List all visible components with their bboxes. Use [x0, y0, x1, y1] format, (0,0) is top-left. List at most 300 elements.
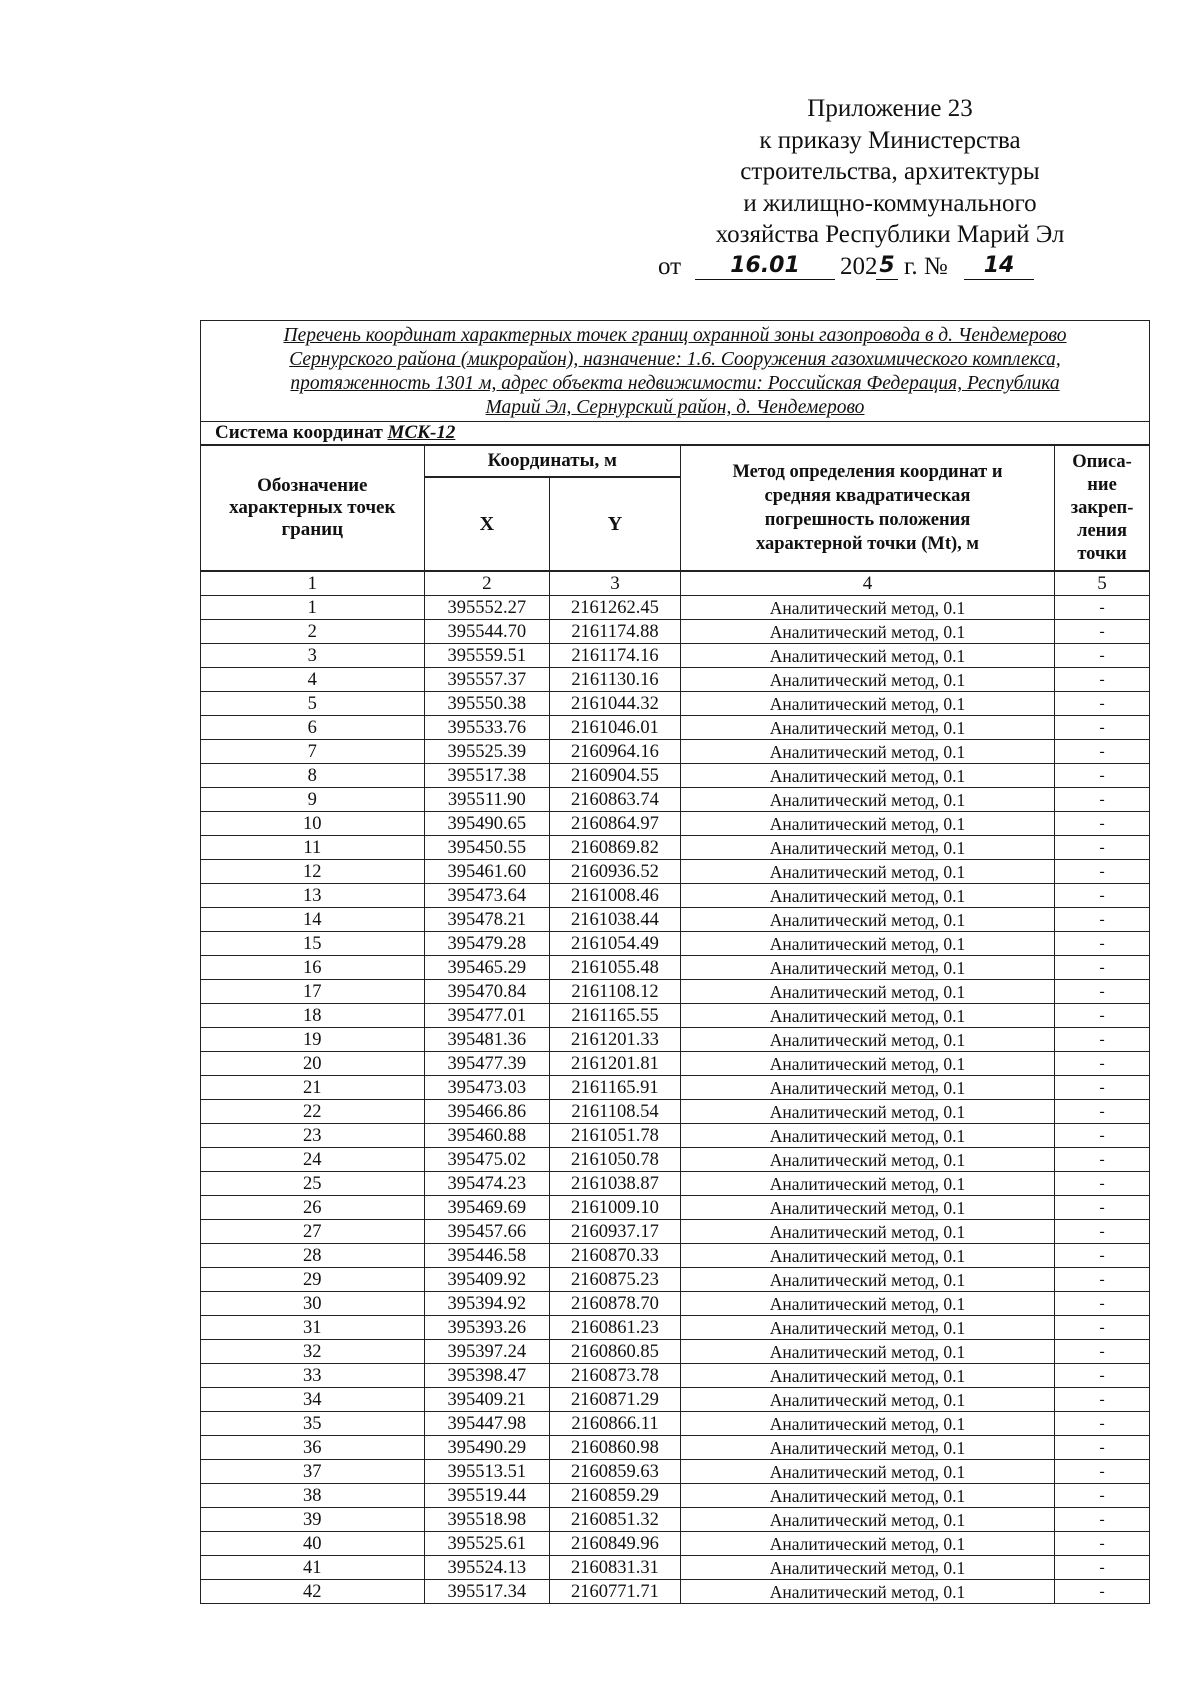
table-row — [201, 644, 1150, 668]
ministry-line-3: хозяйства Республики Марий Эл — [715, 221, 1065, 248]
description-cell: - — [1055, 1388, 1150, 1412]
x-coordinate-cell: 395478.21 — [424, 908, 549, 932]
x-coordinate-cell: 395469.69 — [424, 1196, 549, 1220]
description-cell: - — [1055, 1580, 1150, 1604]
description-cell: - — [1055, 1220, 1150, 1244]
x-coordinate-cell: 395477.39 — [424, 1052, 549, 1076]
ministry-line-2: и жилищно-коммунального — [743, 189, 1037, 217]
x-coordinate-cell: 395457.66 — [424, 1220, 549, 1244]
point-number-cell: 26 — [201, 1196, 425, 1220]
column-numbers-row — [201, 571, 1150, 596]
table-row — [201, 932, 1150, 956]
x-coordinate-cell: 395517.38 — [424, 764, 549, 788]
y-coordinate-cell: 2161038.44 — [550, 908, 681, 932]
method-header — [680, 445, 1054, 571]
x-coordinate-cell: 395409.21 — [424, 1388, 549, 1412]
table-row — [201, 1364, 1150, 1388]
x-coordinate-cell: 395394.92 — [424, 1292, 549, 1316]
method-cell: Аналитический метод, 0.1 — [680, 692, 1054, 716]
description-cell: - — [1055, 1556, 1150, 1580]
column-number: 2 — [424, 571, 549, 596]
description-cell: - — [1055, 1292, 1150, 1316]
table-row — [201, 908, 1150, 932]
header-text: ние — [1087, 474, 1117, 495]
column-number: 4 — [680, 571, 1054, 596]
method-cell: Аналитический метод, 0.1 — [680, 1460, 1054, 1484]
method-cell: Аналитический метод, 0.1 — [680, 1052, 1054, 1076]
point-number-cell: 5 — [201, 692, 425, 716]
y-coordinate-cell: 2161174.88 — [550, 620, 681, 644]
point-number-cell: 18 — [201, 1004, 425, 1028]
y-coordinate-cell: 2161046.01 — [550, 716, 681, 740]
point-number-cell: 41 — [201, 1556, 425, 1580]
y-coordinate-cell: 2161055.48 — [550, 956, 681, 980]
point-number-cell: 35 — [201, 1412, 425, 1436]
y-coordinate-cell: 2160873.78 — [550, 1364, 681, 1388]
y-coordinate-cell: 2161008.46 — [550, 884, 681, 908]
x-coordinate-cell: 395477.01 — [424, 1004, 549, 1028]
order-number-label: г. № — [904, 252, 948, 280]
description-cell: - — [1055, 740, 1150, 764]
x-coordinate-cell: 395470.84 — [424, 980, 549, 1004]
point-number-cell: 37 — [201, 1460, 425, 1484]
table-row — [201, 1292, 1150, 1316]
description-cell: - — [1055, 1172, 1150, 1196]
description-cell: - — [1055, 836, 1150, 860]
point-number-cell: 8 — [201, 764, 425, 788]
y-coordinate-cell: 2161054.49 — [550, 932, 681, 956]
method-cell: Аналитический метод, 0.1 — [680, 1388, 1054, 1412]
point-number-cell: 34 — [201, 1388, 425, 1412]
y-coordinate-cell: 2160864.97 — [550, 812, 681, 836]
order-number-handwritten: 14 — [964, 253, 1034, 280]
table-row — [201, 1340, 1150, 1364]
y-coordinate-cell: 2160859.63 — [550, 1460, 681, 1484]
y-coordinate-cell: 2160871.29 — [550, 1388, 681, 1412]
x-coordinate-cell: 395559.51 — [424, 644, 549, 668]
description-cell: - — [1055, 692, 1150, 716]
x-coordinate-cell: 395461.60 — [424, 860, 549, 884]
coordinate-system-value: МСК-12 — [387, 422, 456, 443]
table-title-line: Марий Эл, Сернурский район, д. Чендемерово — [485, 397, 865, 418]
method-cell: Аналитический метод, 0.1 — [680, 668, 1054, 692]
y-coordinate-cell: 2160937.17 — [550, 1220, 681, 1244]
x-coordinate-cell: 395518.98 — [424, 1508, 549, 1532]
point-number-cell: 33 — [201, 1364, 425, 1388]
table-row — [201, 1052, 1150, 1076]
y-coordinate-cell: 2160964.16 — [550, 740, 681, 764]
table-row — [201, 1124, 1150, 1148]
x-coordinate-cell: 395517.34 — [424, 1580, 549, 1604]
x-coordinate-cell: 395460.88 — [424, 1124, 549, 1148]
table-row — [201, 1028, 1150, 1052]
header-text: средняя квадратическая — [764, 486, 971, 506]
method-cell: Аналитический метод, 0.1 — [680, 1316, 1054, 1340]
point-number-cell: 12 — [201, 860, 425, 884]
x-coordinate-cell: 395557.37 — [424, 668, 549, 692]
description-cell: - — [1055, 788, 1150, 812]
header-text: характерных точек — [229, 497, 396, 518]
y-coordinate-cell: 2160875.23 — [550, 1268, 681, 1292]
table-row — [201, 1196, 1150, 1220]
method-cell: Аналитический метод, 0.1 — [680, 860, 1054, 884]
y-coordinate-cell: 2160870.33 — [550, 1244, 681, 1268]
x-coordinate-cell: 395490.29 — [424, 1436, 549, 1460]
method-cell: Аналитический метод, 0.1 — [680, 1124, 1054, 1148]
y-coordinate-cell: 2160866.11 — [550, 1412, 681, 1436]
method-cell: Аналитический метод, 0.1 — [680, 1196, 1054, 1220]
point-number-cell: 1 — [201, 596, 425, 620]
point-number-cell: 30 — [201, 1292, 425, 1316]
y-coordinate-cell: 2160878.70 — [550, 1292, 681, 1316]
table-title-line: Перечень координат характерных точек границ охранной зоны газопровода в д. Чендемерово — [283, 325, 1067, 346]
header-text: границ — [281, 519, 344, 540]
method-cell: Аналитический метод, 0.1 — [680, 1532, 1054, 1556]
y-coordinate-cell: 2160904.55 — [550, 764, 681, 788]
description-cell: - — [1055, 1508, 1150, 1532]
method-cell: Аналитический метод, 0.1 — [680, 1364, 1054, 1388]
y-coordinate-cell: 2161201.81 — [550, 1052, 681, 1076]
header-text: характерной точки (Mt), м — [755, 534, 979, 554]
y-coordinate-cell: 2160936.52 — [550, 860, 681, 884]
description-cell: - — [1055, 1532, 1150, 1556]
x-coordinate-cell: 395525.39 — [424, 740, 549, 764]
y-coordinate-cell: 2160869.82 — [550, 836, 681, 860]
method-cell: Аналитический метод, 0.1 — [680, 1244, 1054, 1268]
table-row — [201, 1172, 1150, 1196]
method-cell: Аналитический метод, 0.1 — [680, 956, 1054, 980]
order-line: к приказу Министерства — [759, 126, 1021, 154]
point-number-cell: 31 — [201, 1316, 425, 1340]
document-header — [640, 93, 1140, 282]
ministry-line-1: строительства, архитектуры — [740, 158, 1040, 185]
point-number-cell: 3 — [201, 644, 425, 668]
description-cell: - — [1055, 1124, 1150, 1148]
x-coordinate-cell: 395475.02 — [424, 1148, 549, 1172]
x-coordinate-cell: 395481.36 — [424, 1028, 549, 1052]
table-body — [201, 596, 1150, 1604]
point-number-cell: 2 — [201, 620, 425, 644]
table-row — [201, 836, 1150, 860]
x-coordinate-cell: 395550.38 — [424, 692, 549, 716]
header-text: ления — [1077, 520, 1127, 541]
point-number-cell: 28 — [201, 1244, 425, 1268]
method-cell: Аналитический метод, 0.1 — [680, 1412, 1054, 1436]
point-number-cell: 9 — [201, 788, 425, 812]
point-number-cell: 4 — [201, 668, 425, 692]
description-cell: - — [1055, 1100, 1150, 1124]
x-coordinate-cell: 395393.26 — [424, 1316, 549, 1340]
description-cell: - — [1055, 1148, 1150, 1172]
x-coordinate-cell: 395398.47 — [424, 1364, 549, 1388]
x-coordinate-cell: 395465.29 — [424, 956, 549, 980]
from-label: от — [658, 252, 682, 280]
coordinates-header: Координаты, м — [424, 445, 680, 477]
table-row — [201, 764, 1150, 788]
table-row — [201, 1148, 1150, 1172]
table-row — [201, 956, 1150, 980]
point-number-cell: 27 — [201, 1220, 425, 1244]
table-row — [201, 788, 1150, 812]
point-number-cell: 22 — [201, 1100, 425, 1124]
description-cell: - — [1055, 1364, 1150, 1388]
point-number-cell: 24 — [201, 1148, 425, 1172]
y-coordinate-cell: 2160831.31 — [550, 1556, 681, 1580]
x-coordinate-cell: 395544.70 — [424, 620, 549, 644]
method-cell: Аналитический метод, 0.1 — [680, 932, 1054, 956]
description-cell: - — [1055, 716, 1150, 740]
column-number: 1 — [201, 571, 425, 596]
point-number-cell: 13 — [201, 884, 425, 908]
table-row — [201, 1316, 1150, 1340]
x-coordinate-cell: 395446.58 — [424, 1244, 549, 1268]
table-row — [201, 1436, 1150, 1460]
x-coordinate-cell: 395511.90 — [424, 788, 549, 812]
method-cell: Аналитический метод, 0.1 — [680, 908, 1054, 932]
header-text: Описа- — [1072, 451, 1132, 472]
x-coordinate-cell: 395409.92 — [424, 1268, 549, 1292]
point-number-cell: 6 — [201, 716, 425, 740]
point-number-cell: 7 — [201, 740, 425, 764]
x-coordinate-cell: 395466.86 — [424, 1100, 549, 1124]
method-cell: Аналитический метод, 0.1 — [680, 1556, 1054, 1580]
x-coordinate-cell: 395473.03 — [424, 1076, 549, 1100]
table-row — [201, 812, 1150, 836]
x-coordinate-cell: 395474.23 — [424, 1172, 549, 1196]
header-text: Метод определения координат и — [732, 462, 1003, 482]
description-cell: - — [1055, 1412, 1150, 1436]
table-row — [201, 1076, 1150, 1100]
y-coordinate-cell: 2160771.71 — [550, 1580, 681, 1604]
coordinate-system-row — [201, 422, 1150, 446]
y-coordinate-cell: 2160851.32 — [550, 1508, 681, 1532]
y-coordinate-cell: 2161009.10 — [550, 1196, 681, 1220]
method-cell: Аналитический метод, 0.1 — [680, 764, 1054, 788]
order-year-printed: 202 — [840, 252, 878, 280]
table-row — [201, 980, 1150, 1004]
method-cell: Аналитический метод, 0.1 — [680, 884, 1054, 908]
method-cell: Аналитический метод, 0.1 — [680, 716, 1054, 740]
description-cell: - — [1055, 1268, 1150, 1292]
point-designation-header — [201, 445, 425, 571]
y-coordinate-cell: 2160849.96 — [550, 1532, 681, 1556]
order-date-handwritten: 16.01 — [695, 253, 835, 280]
point-number-cell: 19 — [201, 1028, 425, 1052]
description-cell: - — [1055, 1244, 1150, 1268]
description-cell: - — [1055, 956, 1150, 980]
method-cell: Аналитический метод, 0.1 — [680, 644, 1054, 668]
description-cell: - — [1055, 884, 1150, 908]
table-title-line: Сернурского района (микрорайон), назначение: 1.6. Сооружения газохимического комплекса, — [289, 349, 1061, 370]
table-row — [201, 1268, 1150, 1292]
coordinates-table — [200, 320, 1150, 1604]
description-cell: - — [1055, 1196, 1150, 1220]
y-coordinate-cell: 2161262.45 — [550, 596, 681, 620]
table-row — [201, 1244, 1150, 1268]
description-cell: - — [1055, 620, 1150, 644]
method-cell: Аналитический метод, 0.1 — [680, 836, 1054, 860]
table-row — [201, 1100, 1150, 1124]
y-coordinate-cell: 2161165.55 — [550, 1004, 681, 1028]
point-number-cell: 25 — [201, 1172, 425, 1196]
y-coordinate-cell: 2161051.78 — [550, 1124, 681, 1148]
point-number-cell: 32 — [201, 1340, 425, 1364]
header-text: погрешность положения — [764, 510, 971, 530]
point-number-cell: 17 — [201, 980, 425, 1004]
y-header: Y — [550, 477, 681, 571]
column-number: 3 — [550, 571, 681, 596]
description-cell: - — [1055, 1004, 1150, 1028]
method-cell: Аналитический метод, 0.1 — [680, 812, 1054, 836]
description-cell: - — [1055, 596, 1150, 620]
table-title — [201, 321, 1150, 422]
point-number-cell: 11 — [201, 836, 425, 860]
description-cell: - — [1055, 668, 1150, 692]
method-cell: Аналитический метод, 0.1 — [680, 1076, 1054, 1100]
y-coordinate-cell: 2161165.91 — [550, 1076, 681, 1100]
table-row — [201, 716, 1150, 740]
method-cell: Аналитический метод, 0.1 — [680, 1100, 1054, 1124]
description-cell: - — [1055, 932, 1150, 956]
point-number-cell: 42 — [201, 1580, 425, 1604]
method-cell: Аналитический метод, 0.1 — [680, 1172, 1054, 1196]
method-cell: Аналитический метод, 0.1 — [680, 596, 1054, 620]
table-row — [201, 884, 1150, 908]
x-coordinate-cell: 395552.27 — [424, 596, 549, 620]
table-row — [201, 1508, 1150, 1532]
table-title-line: протяженность 1301 м, адрес объекта недвижимости: Российская Федерация, Республика — [290, 373, 1060, 394]
description-cell: - — [1055, 1340, 1150, 1364]
table-row — [201, 668, 1150, 692]
description-cell: - — [1055, 1460, 1150, 1484]
method-cell: Аналитический метод, 0.1 — [680, 1028, 1054, 1052]
point-number-cell: 14 — [201, 908, 425, 932]
method-cell: Аналитический метод, 0.1 — [680, 1148, 1054, 1172]
description-cell: - — [1055, 644, 1150, 668]
table-row — [201, 860, 1150, 884]
order-date-line — [640, 251, 1140, 282]
y-coordinate-cell: 2160863.74 — [550, 788, 681, 812]
coordinate-system — [201, 422, 1150, 446]
point-number-cell: 16 — [201, 956, 425, 980]
description-cell: - — [1055, 908, 1150, 932]
table-row — [201, 740, 1150, 764]
table-row — [201, 1004, 1150, 1028]
method-cell: Аналитический метод, 0.1 — [680, 1220, 1054, 1244]
method-cell: Аналитический метод, 0.1 — [680, 1484, 1054, 1508]
y-coordinate-cell: 2161108.54 — [550, 1100, 681, 1124]
column-number: 5 — [1055, 571, 1150, 596]
appendix-number: Приложение 23 — [807, 95, 973, 122]
header-text: Обозначение — [257, 475, 368, 496]
x-coordinate-cell: 395479.28 — [424, 932, 549, 956]
method-cell: Аналитический метод, 0.1 — [680, 980, 1054, 1004]
table-row — [201, 692, 1150, 716]
point-number-cell: 15 — [201, 932, 425, 956]
description-cell: - — [1055, 1316, 1150, 1340]
coordinate-system-label: Система координат — [215, 422, 383, 443]
description-cell: - — [1055, 980, 1150, 1004]
order-year-handwritten: 5 — [876, 253, 898, 280]
point-number-cell: 38 — [201, 1484, 425, 1508]
description-cell: - — [1055, 1484, 1150, 1508]
y-coordinate-cell: 2161108.12 — [550, 980, 681, 1004]
y-coordinate-cell: 2160860.98 — [550, 1436, 681, 1460]
method-cell: Аналитический метод, 0.1 — [680, 1436, 1054, 1460]
x-header: X — [424, 477, 549, 571]
point-number-cell: 23 — [201, 1124, 425, 1148]
x-coordinate-cell: 395397.24 — [424, 1340, 549, 1364]
y-coordinate-cell: 2160859.29 — [550, 1484, 681, 1508]
x-coordinate-cell: 395525.61 — [424, 1532, 549, 1556]
table-row — [201, 596, 1150, 620]
method-cell: Аналитический метод, 0.1 — [680, 1268, 1054, 1292]
table-row — [201, 1412, 1150, 1436]
method-cell: Аналитический метод, 0.1 — [680, 1508, 1054, 1532]
table-title-row — [201, 321, 1150, 422]
y-coordinate-cell: 2161201.33 — [550, 1028, 681, 1052]
table-row — [201, 1580, 1150, 1604]
table-row — [201, 1484, 1150, 1508]
table-row — [201, 620, 1150, 644]
method-cell: Аналитический метод, 0.1 — [680, 1292, 1054, 1316]
point-number-cell: 20 — [201, 1052, 425, 1076]
y-coordinate-cell: 2161174.16 — [550, 644, 681, 668]
x-coordinate-cell: 395533.76 — [424, 716, 549, 740]
y-coordinate-cell: 2161130.16 — [550, 668, 681, 692]
x-coordinate-cell: 395513.51 — [424, 1460, 549, 1484]
description-cell: - — [1055, 812, 1150, 836]
y-coordinate-cell: 2160861.23 — [550, 1316, 681, 1340]
table-row — [201, 1220, 1150, 1244]
table-row — [201, 1532, 1150, 1556]
method-cell: Аналитический метод, 0.1 — [680, 1580, 1054, 1604]
y-coordinate-cell: 2160860.85 — [550, 1340, 681, 1364]
description-cell: - — [1055, 1028, 1150, 1052]
table-row — [201, 1388, 1150, 1412]
method-cell: Аналитический метод, 0.1 — [680, 1340, 1054, 1364]
point-number-cell: 21 — [201, 1076, 425, 1100]
y-coordinate-cell: 2161038.87 — [550, 1172, 681, 1196]
description-cell: - — [1055, 1436, 1150, 1460]
point-number-cell: 10 — [201, 812, 425, 836]
description-header — [1055, 445, 1150, 571]
y-coordinate-cell: 2161050.78 — [550, 1148, 681, 1172]
point-number-cell: 36 — [201, 1436, 425, 1460]
x-coordinate-cell: 395447.98 — [424, 1412, 549, 1436]
y-coordinate-cell: 2161044.32 — [550, 692, 681, 716]
header-text: закреп- — [1070, 497, 1134, 518]
point-number-cell: 40 — [201, 1532, 425, 1556]
header-text: точки — [1077, 543, 1127, 564]
x-coordinate-cell: 395524.13 — [424, 1556, 549, 1580]
method-cell: Аналитический метод, 0.1 — [680, 620, 1054, 644]
description-cell: - — [1055, 1052, 1150, 1076]
x-coordinate-cell: 395450.55 — [424, 836, 549, 860]
point-number-cell: 39 — [201, 1508, 425, 1532]
point-number-cell: 29 — [201, 1268, 425, 1292]
description-cell: - — [1055, 764, 1150, 788]
x-coordinate-cell: 395519.44 — [424, 1484, 549, 1508]
header-row-1 — [201, 445, 1150, 477]
x-coordinate-cell: 395490.65 — [424, 812, 549, 836]
method-cell: Аналитический метод, 0.1 — [680, 788, 1054, 812]
x-coordinate-cell: 395473.64 — [424, 884, 549, 908]
table-row — [201, 1556, 1150, 1580]
description-cell: - — [1055, 1076, 1150, 1100]
method-cell: Аналитический метод, 0.1 — [680, 1004, 1054, 1028]
method-cell: Аналитический метод, 0.1 — [680, 740, 1054, 764]
